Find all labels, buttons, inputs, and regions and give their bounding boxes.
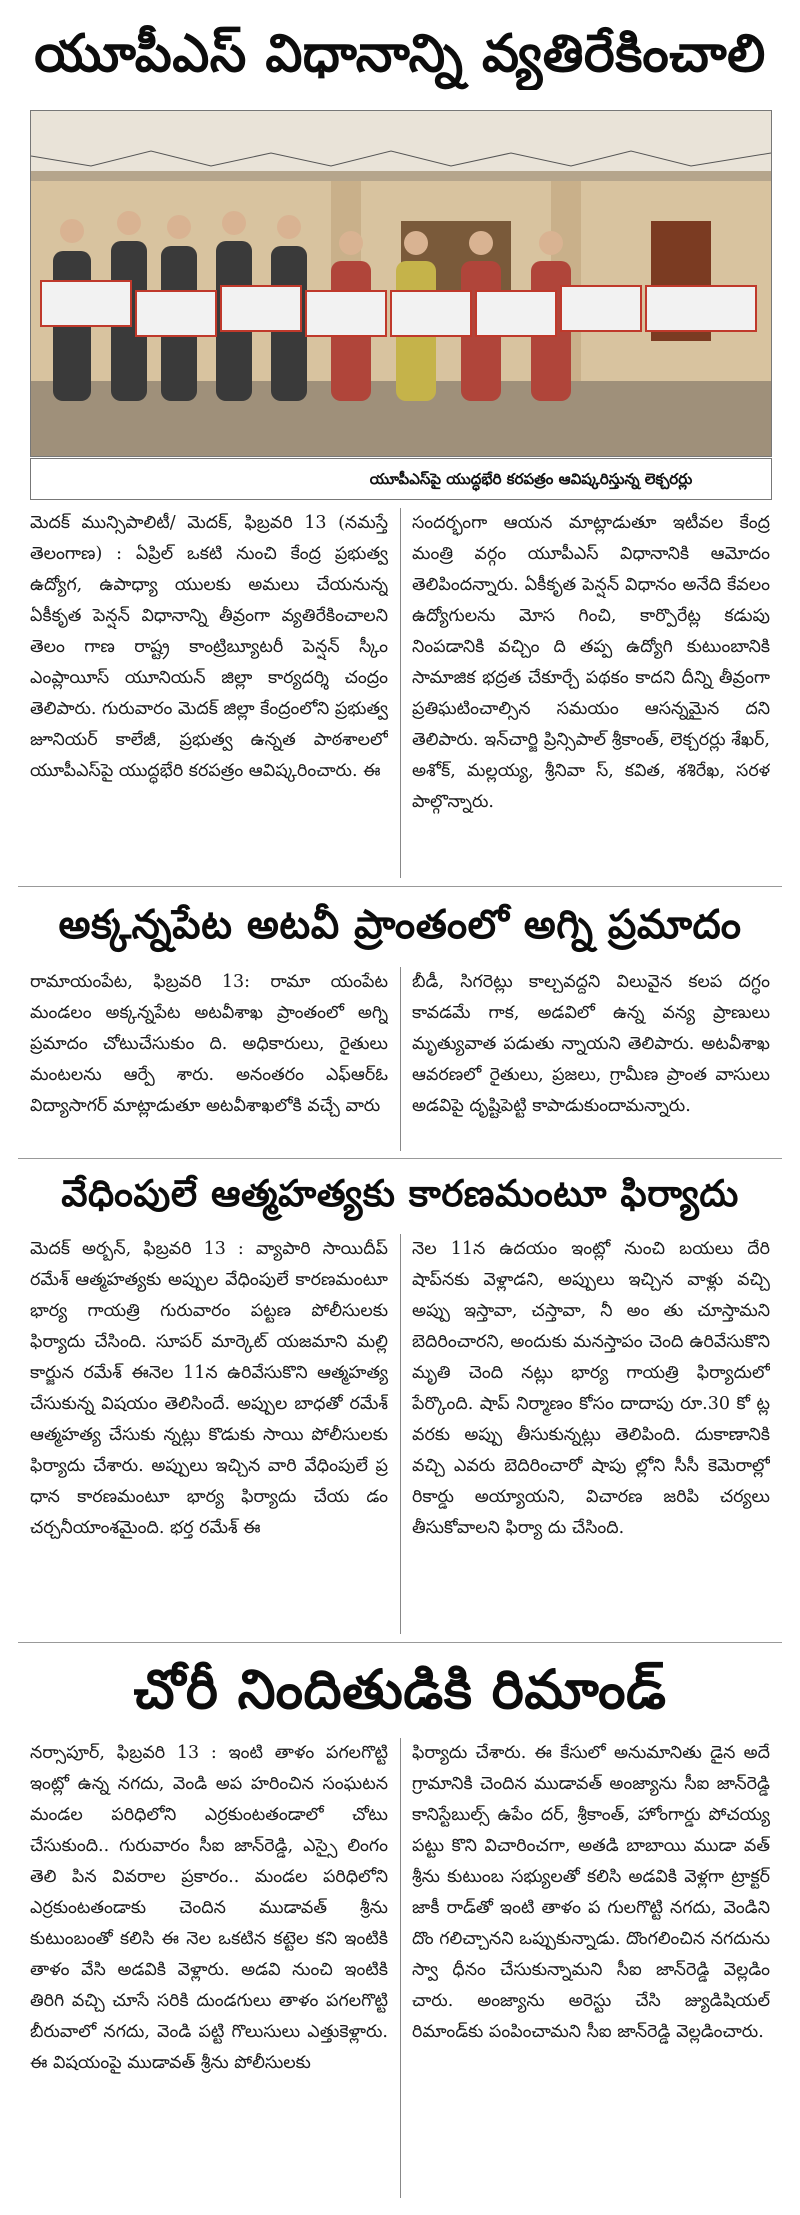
story2-column-1: రామాయంపేట, ఫిబ్రవరి 13: రామా యంపేట మండలం అక్కన్నపేట అటవీశాఖ ప్రాంతంలో అగ్ని ప్రమాదం చోటుచేసుకుం ది. అధికారులు, రైతులు మంటలను ఆర్పే శారు. అనంతరం ఎఫ్ఆర్‌ఓ విద్యాసాగర్ మాట్లాడుతూ అటవీశాఖలోకి వచ్చే వారు — [30, 972, 388, 1116]
story4-headline: చోరీ నిందితుడికి రిమాండ్ — [133, 1658, 667, 1721]
story2-headline: అక్కన్నపేట అటవీ ప్రాంతంలో అగ్ని ప్రమాదం — [58, 902, 742, 948]
story3-column-divider — [400, 1234, 401, 1634]
story2-column-2: బీడీ, సిగరెట్లు కాల్చవద్దని విలువైన కలప దగ్ధం కావడమే గాక, అడవిలో ఉన్న వన్య ప్రాణులు మృత్యువాత పడుతు న్నాయని తెలిపారు. అటవీశాఖ ఆవరణలో రైతులు, ప్రజలు, గ్రామీణ ప్రాంత వాసులు అడవిపై దృష్టిపెట్టి కాపాడుకుందామన్నారు. — [412, 972, 770, 1116]
story2-bottom-rule — [18, 1158, 782, 1159]
story1-column-1: మెదక్ మున్సిపాలిటీ/ మెదక్, ఫిబ్రవరి 13 (నమస్తే తెలంగాణ) : ఏప్రిల్ ఒకటి నుంచి కేంద్ర ప్రభుత్వ ఉద్యోగ, ఉపాధ్యా యులకు అమలు చేయనున్న ఏకీకృత పెన్షన్ విధానాన్ని తీవ్రంగా వ్యతిరేకించాలని తెలం గాణ రాష్ట్ర కాంట్రిబ్యూటరీ పెన్షన్ స్కీం ఎంప్లాయీస్ యూనియన్ జిల్లా కార్యదర్శి చంద్రం తెలిపారు. గురువారం మెదక్ జిల్లా కేంద్రంలోని ప్రభుత్వ జూనియర్ కాలేజీ, ప్రభుత్వ ఉన్నత పాఠశాలలో యూపీఎస్‌పై యుద్ధభేరి కరపత్రం ఆవిష్కరించారు. ఈ — [30, 513, 388, 781]
story3-column-1: మెదక్ అర్బన్, ఫిబ్రవరి 13 : వ్యాపారి సాయిదీప్ రమేశ్ ఆత్మహత్యకు అప్పుల వేధింపులే కారణమంటూ భార్య గాయత్రి గురువారం పట్టణ పోలీసులకు ఫిర్యాదు చేసింది. సూపర్ మార్కెట్ యజమాని మల్లి కార్జున రమేశ్ ఈనెల 11న ఉరివేసుకొని ఆత్మహత్య చేసుకున్న విషయం తెలిసిందే. అప్పుల బాధతో రమేశ్ ఆత్మహత్య చేసుకు న్నట్లు కొడుకు సాయి పోలీసులకు ఫిర్యాదు చేశారు. అప్పులు ఇచ్చిన వారి వేధింపులే ప్ర ధాన కారణమంటూ భార్య ఫిర్యాదు చేయ డం చర్చనీయాంశమైంది. భర్త రమేశ్ ఈ — [30, 1239, 388, 1538]
photo-caption — [30, 458, 772, 500]
story3-headline: వేధింపులే ఆత్మహత్యకు కారణమంటూ ఫిర్యాదు — [61, 1172, 739, 1215]
story1-column-2: సందర్భంగా ఆయన మాట్లాడుతూ ఇటీవల కేంద్ర మంత్రి వర్గం యూపీఎస్ విధానానికి ఆమోదం తెలిపిందన్నారు. ఏకీకృత పెన్షన్ విధానం అనేది కేవలం ఉద్యోగులను మోస గించి, కార్పొరేట్ల కడుపు నింపడానికి వచ్చిం ది తప్ప ఉద్యోగి కుటుంబానికి సామాజిక భద్రత చేకూర్చే పథకం కాదని దీన్ని తీవ్రంగా ప్రతిఘటించాల్సిన సమయం ఆసన్నమైన దని తెలిపారు. ఇన్‌చార్జి ప్రిన్సిపాల్ శ్రీకాంత్, లెక్చరర్లు శేఖర్, అశోక్, మల్లయ్య, శ్రీనివా స్, కవిత, శశిరేఖ, సరళ పాల్గొన్నారు. — [412, 513, 770, 812]
story4-column-divider — [400, 1738, 401, 2198]
story3-column-2: నెల 11న ఉదయం ఇంట్లో నుంచి బయలు దేరి షాప్‌నకు వెళ్లాడని, అప్పులు ఇచ్చిన వాళ్లు వచ్చి అప్పు ఇస్తావా, చస్తావా, నీ అం తు చూస్తామని బెదిరించారని, అందుకు మనస్తాపం చెంది ఉరివేసుకొని మృతి చెంది నట్లు భార్య గాయత్రి ఫిర్యాదులో పేర్కొంది. షాప్ నిర్మాణం కోసం దాదాపు రూ.30 కో ట్ల వరకు అప్పు తీసుకున్నట్లు తెలిపింది. దుకాణానికి వచ్చి ఎవరు బెదిరించారో షాపు ల్లోని సీసీ కెమెరాల్లో రికార్డు అయ్యాయని, విచారణ జరిపి చర్యలు తీసుకోవాలని ఫిర్యా దు చేసింది. — [412, 1239, 770, 1538]
story1-bottom-rule — [18, 886, 782, 887]
story1-headline: యూపీఎస్ విధానాన్ని వ్యతిరేకించాలి — [34, 24, 766, 84]
story4-column-1: నర్సాపూర్, ఫిబ్రవరి 13 : ఇంటి తాళం పగలగొట్టి ఇంట్లో ఉన్న నగదు, వెండి అప హరించిన సంఘటన మండల పరిధిలోని ఎర్రకుంటతండాలో చోటు చేసుకుంది.. గురువారం సీఐ జాన్‌రెడ్డి, ఎస్సై లింగం తెలి పిన వివరాల ప్రకారం.. మండల పరిధిలోని ఎర్రకుంటతండాకు చెందిన ముడావత్ శ్రీను కుటుంబంతో కలిసి ఈ నెల ఒకటిన కట్టెల కని ఇంటికి తాళం వేసి అడవికి వెళ్లారు. అడవి నుంచి ఇంటికి తిరిగి వచ్చి చూసే సరికి దుండగులు తాళం పగలగొట్టి బీరువాలో నగదు, వెండి పట్టి గొలుసులు ఎత్తుకెళ్లారు. ఈ విషయంపై ముడావత్ శ్రీను పోలీసులకు — [30, 1743, 388, 2073]
story3-bottom-rule — [18, 1642, 782, 1643]
photo-caption-text: యూపీఎస్‌పై యుద్ధభేరి కరపత్రం ఆవిష్కరిస్తున్న లెక్చరర్లు — [369, 470, 693, 488]
story2-column-divider — [400, 967, 401, 1151]
story1-column-divider — [400, 508, 401, 878]
story4-column-2: ఫిర్యాదు చేశారు. ఈ కేసులో అనుమానితు డైన అదే గ్రామానికి చెందిన ముడావత్ అంజ్యాను సీఐ జాన్‌రెడ్డి కానిస్టేబుల్స్ ఉపేం దర్, శ్రీకాంత్, హోంగార్డు పోచయ్య పట్టు కొని విచారించగా, అతడి బాబాయి ముడా వత్ శ్రీను కుటుంబ సభ్యులతో కలిసి అడవికి వెళ్లగా ట్రాక్టర్ జాకీ రాడ్‌తో ఇంటి తాళం ప గులగొట్టి నగదు, వెండిని దొం గలిచ్చానని ఒప్పుకున్నాడు. దొంగలించిన నగదును స్వా ధీనం చేసుకున్నామని సీఐ జాన్‌రెడ్డి వెల్లడిం చారు. అంజ్యాను అరెస్టు చేసి జ్యుడిషియల్ రిమాండ్‌కు పంపించామని సీఐ జాన్‌రెడ్డి వెల్లడించారు. — [412, 1743, 770, 2042]
lecturers-photo — [30, 110, 772, 457]
